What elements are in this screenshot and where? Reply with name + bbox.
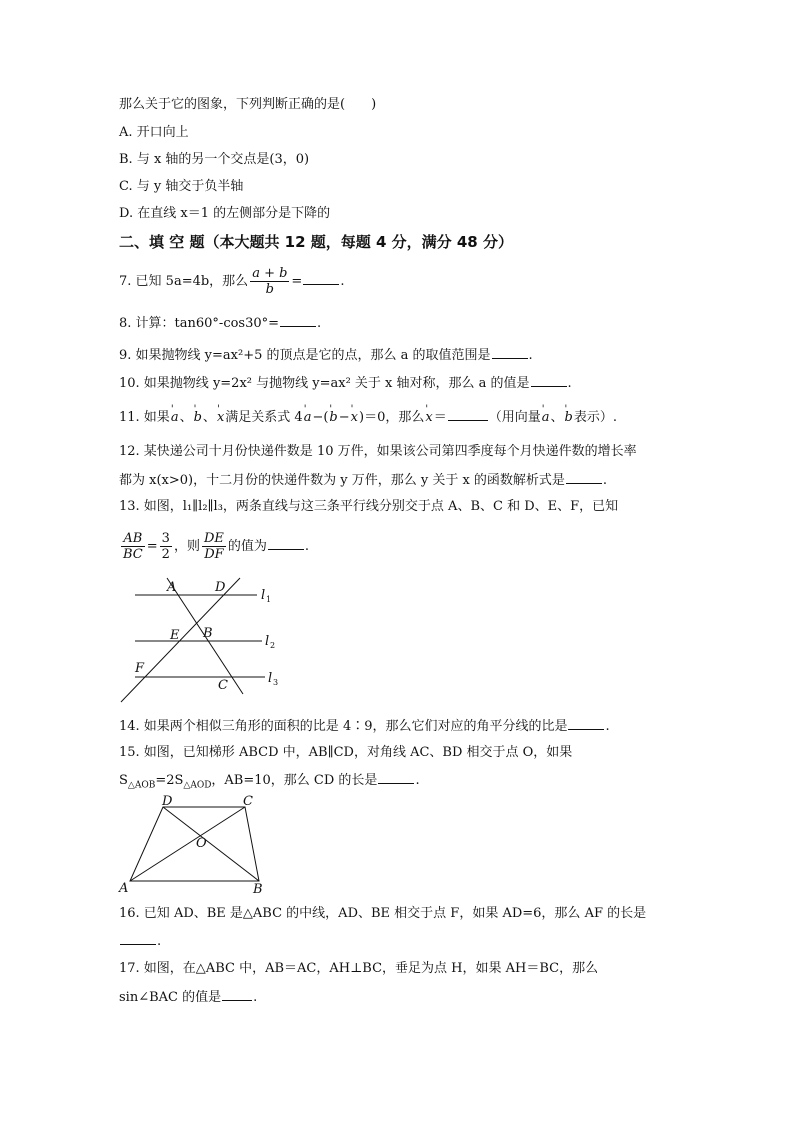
q11-sep1: 、 <box>179 410 193 425</box>
q11-vector-b3: ' b <box>564 410 574 425</box>
q15-mid: =2S <box>155 773 184 788</box>
q17-answer-blank[interactable] <box>222 988 252 1001</box>
q11-part8: 表示）. <box>573 410 617 425</box>
q13-f2-num: 3 <box>161 531 170 546</box>
label-l2-sub: 2 <box>270 641 276 650</box>
q11-sep3: 、 <box>550 410 564 425</box>
diagonal-bd <box>163 807 259 881</box>
question-11 <box>119 408 617 427</box>
q7-answer-blank[interactable] <box>303 272 339 285</box>
q14-end: . <box>605 719 610 734</box>
label-c: C <box>218 678 228 693</box>
q13-answer-blank[interactable] <box>268 537 304 550</box>
q12-answer-blank[interactable] <box>566 471 602 484</box>
q13-f1-den: BC <box>123 547 143 562</box>
q16-line1: 16. 已知 AD、BE 是△ABC 的中线，AD、BE 相交于点 F，如果 AD=6，那么 AF 的长是 <box>119 906 647 921</box>
label-b: B <box>253 882 263 897</box>
q11-part7: （用向量 <box>488 410 541 425</box>
q7-end: . <box>340 274 345 289</box>
label-a: A <box>167 580 177 595</box>
q9-end: . <box>528 348 533 363</box>
q13-eq: = <box>146 539 158 554</box>
q12-line2 <box>119 471 607 490</box>
label-l1: l <box>261 588 266 603</box>
q15-sub2: △AOD <box>183 780 212 791</box>
label-e: E <box>170 628 180 643</box>
q15-s1: S <box>119 773 128 788</box>
q13-figure-parallel-lines <box>115 576 290 704</box>
label-d: D <box>162 794 173 809</box>
q11-part6: ＝ <box>433 410 447 425</box>
q12-text: 都为 x(x>0)，十二月份的快递件数为 y 万件，那么 y 关于 x 的函数解析式是 <box>119 473 565 488</box>
q17-text: sin∠BAC 的值是 <box>119 990 222 1005</box>
label-l3: l <box>268 671 273 686</box>
label-l2: l <box>265 634 270 649</box>
q13-end: . <box>304 539 310 554</box>
label-o: O <box>196 836 207 851</box>
q14-text: 14. 如果两个相似三角形的面积的比是 4∶9，那么它们对应的角平分线的比是 <box>119 719 568 734</box>
q7-numerator: a + b <box>252 266 288 281</box>
q17-line1: 17. 如图，在△ABC 中，AB＝AC，AH⊥BC，垂足为点 H，如果 AH＝BC，那么 <box>119 961 599 976</box>
question-7 <box>119 263 344 301</box>
label-c: C <box>243 794 253 809</box>
label-d: D <box>215 580 226 595</box>
q8-text: 8. 计算：tan60°-cos30°= <box>119 316 280 331</box>
q13-f3-den: DF <box>204 547 224 562</box>
q12-end: . <box>602 473 608 488</box>
q11-vector-x: ' x <box>216 410 225 425</box>
q8-answer-blank[interactable] <box>280 314 316 327</box>
q7-fraction <box>250 266 289 297</box>
q11-vector-a: ' a <box>170 410 180 425</box>
q7-equals: = <box>291 274 303 289</box>
section-heading: 二、填 空 题（本大题共 12 题，每题 4 分，满分 48 分） <box>119 233 513 251</box>
q13-line1: 13. 如图，l₁∥l₂∥l₃，两条直线与这三条平行线分别交于点 A、B、C 和 D、E、F，已知 <box>119 499 619 514</box>
q16-answer-blank[interactable] <box>120 932 156 945</box>
q7-prefix: 7. 已知 5a=4b，那么 <box>119 274 249 289</box>
label-f: F <box>135 661 145 676</box>
label-l1-sub: 1 <box>266 595 272 604</box>
q17-line2 <box>119 988 257 1007</box>
q11-answer-blank[interactable] <box>448 408 488 421</box>
q11-sep2: 、 <box>202 410 216 425</box>
q13-f2-den: 2 <box>161 547 170 562</box>
q8-end: . <box>317 316 322 331</box>
q16-line2 <box>119 932 161 951</box>
q11-vector-x3: ' x <box>424 410 433 425</box>
q6-stem: 那么关于它的图象，下列判断正确的是( ) <box>119 97 377 112</box>
q10-text: 10. 如果抛物线 y=2x² 与抛物线 y=ax² 关于 x 轴对称，那么 a 的值是 <box>119 376 530 391</box>
q11-vector-b2: ' b <box>328 410 338 425</box>
question-9 <box>119 346 533 365</box>
q11-part1: 11. 如果 <box>119 410 170 425</box>
question-10 <box>119 374 572 393</box>
q15-answer-blank[interactable] <box>378 771 414 784</box>
q6-option-a: A. 开口向上 <box>119 125 189 140</box>
q11-part4: − <box>338 410 350 425</box>
q6-option-c: C. 与 y 轴交于负半轴 <box>119 179 244 194</box>
q10-answer-blank[interactable] <box>531 374 567 387</box>
q13-mid: ，则 <box>173 539 200 554</box>
q11-vector-a3: ' a <box>541 410 551 425</box>
q7-denominator: b <box>265 282 274 297</box>
q14-answer-blank[interactable] <box>568 717 604 730</box>
q6-option-b: B. 与 x 轴的另一个交点是(3，0) <box>119 152 310 167</box>
q13-tail: 的值为 <box>227 539 267 554</box>
q13-line2 <box>119 527 309 567</box>
q10-end: . <box>567 376 572 391</box>
q9-text: 9. 如果抛物线 y=ax²+5 的顶点是它的点，那么 a 的取值范围是 <box>119 348 491 363</box>
q13-f1-num: AB <box>121 531 145 547</box>
q15-sub1: △AOB <box>127 780 156 791</box>
q17-end: . <box>253 990 258 1005</box>
q15-end: . <box>415 773 420 788</box>
q11-vector-b: ' b <box>193 410 203 425</box>
q11-part2: 满足关系式 4 <box>225 410 303 425</box>
q13-fraction-ab-bc <box>121 531 145 562</box>
q15-line1: 15. 如图，已知梯形 ABCD 中，AB∥CD，对角线 AC、BD 相交于点 O，如果 <box>119 745 573 760</box>
diagonal-ac <box>130 807 245 881</box>
q15-line2 <box>119 771 420 795</box>
label-l3-sub: 3 <box>273 678 279 687</box>
q11-part5: )＝0，那么 <box>359 410 425 425</box>
q11-vector-x2: ' x <box>350 410 359 425</box>
q16-end: . <box>157 934 162 949</box>
q12-line1: 12. 某快递公司十月份快递件数是 10 万件，如果该公司第四季度每个月快递件数的增长率 <box>119 444 637 459</box>
label-a: A <box>119 881 129 896</box>
q13-f3-num: DE <box>203 531 224 546</box>
q15-figure-trapezoid <box>115 793 270 898</box>
q11-vector-a2: ' a <box>303 410 313 425</box>
question-14 <box>119 717 610 736</box>
q13-fraction-de-df <box>202 531 226 562</box>
trapezoid-abcd <box>130 807 259 881</box>
question-8 <box>119 314 321 333</box>
q11-part3: −( <box>312 410 329 425</box>
q6-option-d: D. 在直线 x＝1 的左侧部分是下降的 <box>119 206 331 221</box>
q15-tail: ，AB=10，那么 CD 的长是 <box>211 773 378 788</box>
q9-answer-blank[interactable] <box>492 346 528 359</box>
label-b: B <box>203 626 213 641</box>
q13-fraction-3-2 <box>160 531 172 562</box>
